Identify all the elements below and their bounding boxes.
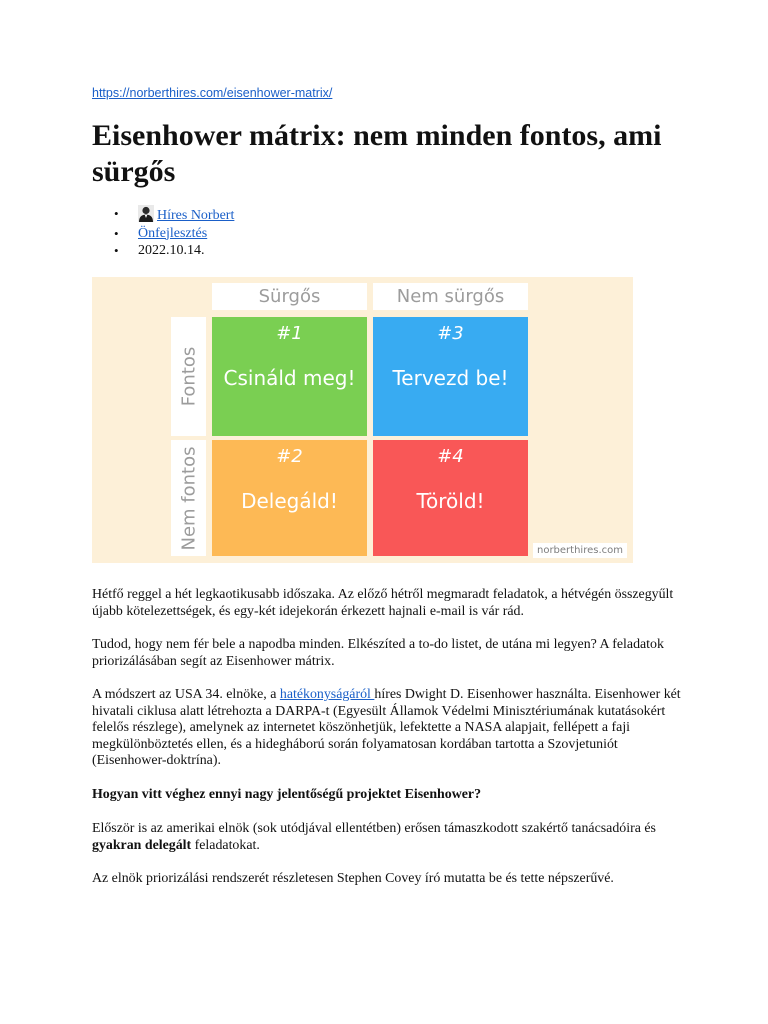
quadrant-delegate (212, 440, 367, 556)
paragraph-3 (92, 687, 682, 770)
meta-author-item (92, 205, 234, 225)
quadrant-action: Csináld meg! (223, 366, 356, 390)
image-watermark: norberthires.com (533, 543, 627, 558)
quadrant-schedule (373, 317, 528, 436)
article-meta (92, 205, 234, 260)
paragraph-3-start: A módszert az USA 34. elnöke, a (92, 687, 280, 702)
question-text: Hogyan vitt véghez ennyi nagy jelentőségű projektet Eisenhower? (92, 786, 482, 802)
quadrant-number: #3 (437, 323, 464, 344)
question-heading (92, 787, 682, 804)
column-header-not-urgent: Nem sürgős (373, 283, 528, 310)
quadrant-action: Tervezd be! (392, 366, 509, 390)
source-link[interactable]: https://norberthires.com/eisenhower-matrix/ (92, 86, 333, 100)
meta-date-item (92, 242, 234, 260)
paragraph-4-start: Először is az amerikai elnök (sok utódjával ellentétben) erősen támaszkodott szakértő tanácsadóira és (92, 821, 656, 836)
meta-category-item (92, 225, 234, 243)
quadrant-delete (373, 440, 528, 556)
efficiency-link[interactable]: hatékonyságáról (279, 687, 375, 702)
quadrant-number: #4 (437, 446, 464, 467)
column-header-urgent: Sürgős (212, 283, 367, 310)
quadrant-action: Delegáld! (241, 489, 338, 513)
paragraph-3-end: híres Dwight D. Eisenhower használta. Eisenhower két hivatali ciklusa alatt létrehozta a DARPA-t (Egyesült Államok Védelmi Minisztériumának kutatásokért felelős részlege), amelynek az internetet köszönhetjük, lefektette a NASA alapjait, fellépett a faji megkülönböztetés ellen, és a hidegháború során folyamatosan kordában tartotta a Szovjetuniót (Eisenhower-doktrína). (92, 687, 681, 768)
author-avatar-icon (138, 205, 154, 222)
row-header-important (171, 317, 206, 436)
article-body (92, 587, 682, 905)
paragraph-5: Az elnök priorizálási rendszerét részletesen Stephen Covey író mutatta be és tette népszerűvé. (92, 871, 614, 886)
quadrant-action: Töröld! (416, 489, 485, 513)
row-header-not-important (171, 440, 206, 556)
publish-date: 2022.10.14. (138, 243, 205, 258)
row-header-important-label: Fontos (178, 346, 199, 407)
quadrant-number: #1 (276, 323, 303, 344)
paragraph-1: Hétfő reggel a hét legkaotikusabb időszaka. Az előző hétről megmaradt feladatok, a hétvégén összegyűlt újabb kötelezettségek, és egy-két idejekorán érkezett hajnali e-mail is vár rád. (92, 587, 674, 619)
quadrant-number: #2 (276, 446, 303, 467)
article-title: Eisenhower mátrix: nem minden fontos, ami sürgős (92, 119, 662, 188)
category-link[interactable]: Önfejlesztés (138, 225, 208, 241)
paragraph-4 (92, 821, 682, 854)
row-header-not-important-label: Nem fontos (178, 445, 200, 551)
eisenhower-matrix-image (92, 277, 633, 563)
author-link[interactable]: Híres Norbert (157, 208, 235, 223)
paragraph-4-end: feladatokat. (191, 837, 260, 853)
paragraph-4-emphasis: gyakran delegált (92, 837, 192, 853)
quadrant-do (212, 317, 367, 436)
paragraph-2: Tudod, hogy nem fér bele a napodba minden. Elkészíted a to-do listet, de utána mi legyen? A feladatok priorizálásában segít az Eisenhower mátrix. (92, 637, 664, 669)
